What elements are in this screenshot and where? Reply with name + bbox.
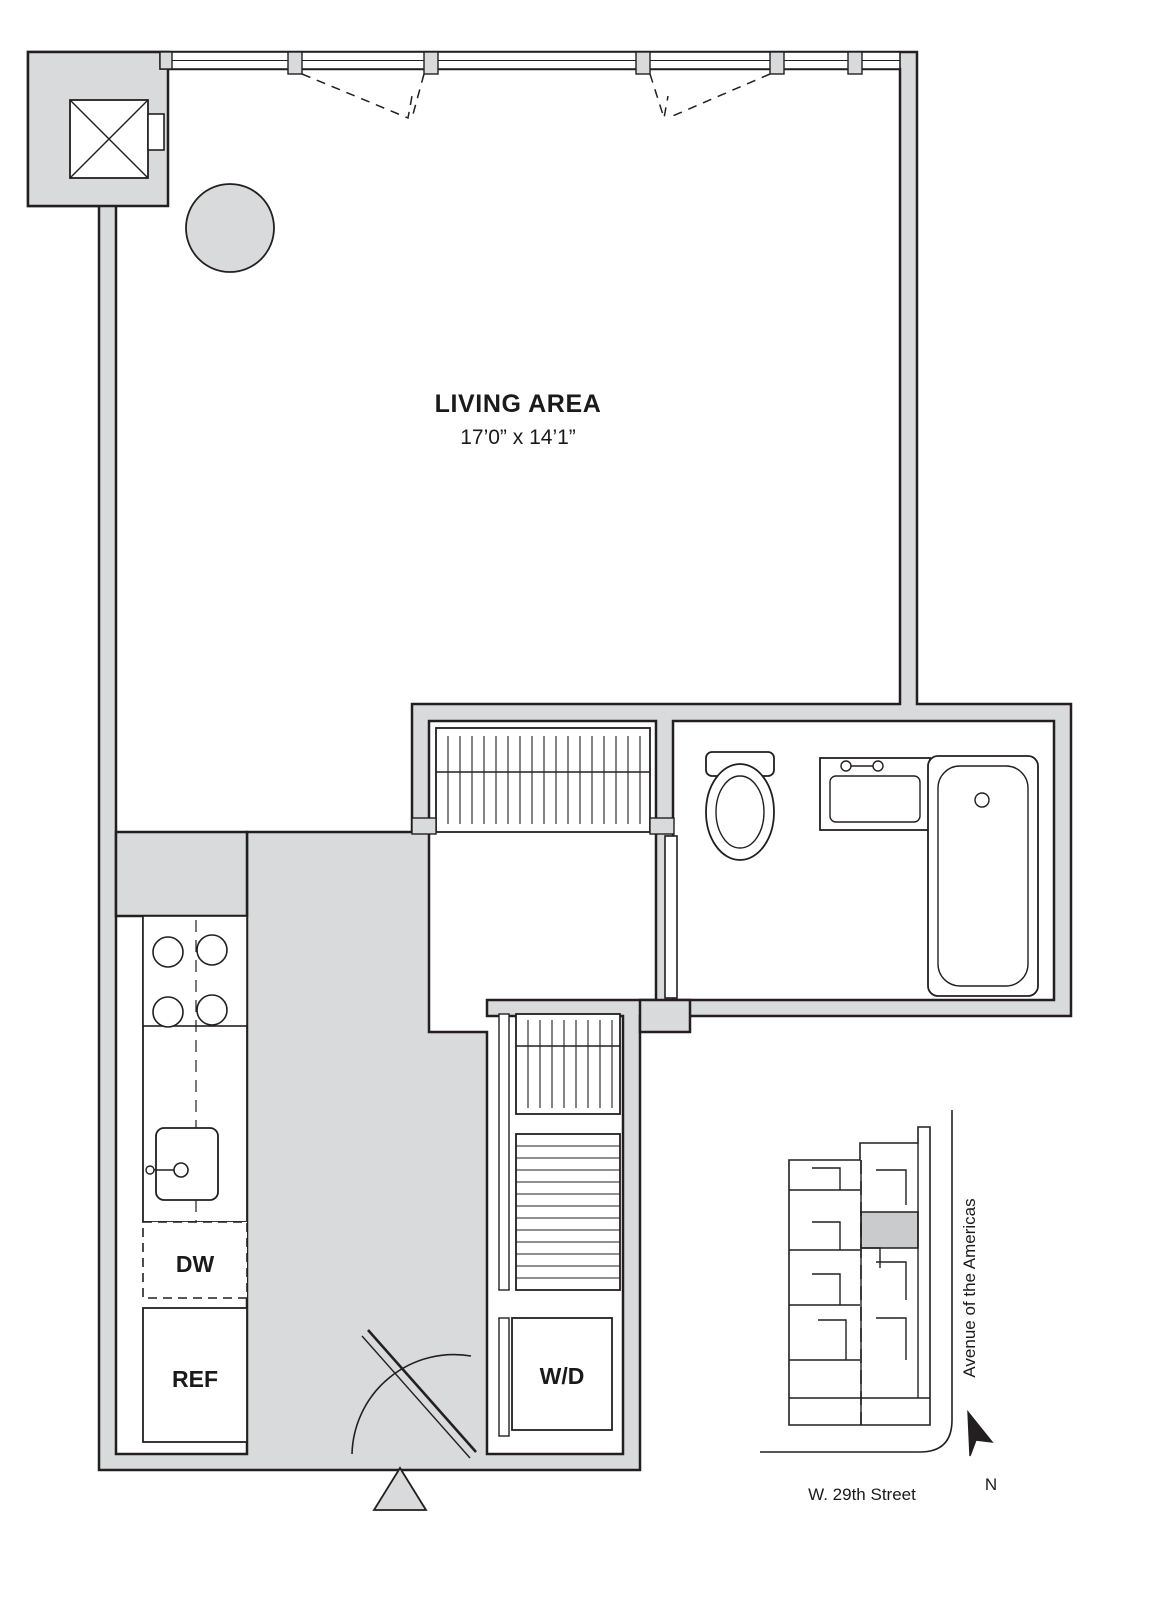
- closet-upper: [412, 728, 674, 834]
- dishwasher-label: DW: [175, 1251, 215, 1277]
- burner-icon: [153, 937, 183, 967]
- round-table: [186, 184, 274, 272]
- toilet: [706, 752, 774, 860]
- shelving-unit: [516, 1134, 620, 1290]
- burner-icon: [197, 935, 227, 965]
- compass-north-label: N: [984, 1475, 998, 1494]
- washer-dryer-label: W/D: [539, 1363, 585, 1389]
- bathroom-fixtures: [665, 752, 1038, 998]
- refrigerator-label: REF: [172, 1366, 218, 1392]
- living-area-title: LIVING AREA: [434, 390, 602, 418]
- window-wall: [160, 52, 900, 118]
- closet-lower: [499, 1014, 620, 1436]
- street-label: W. 29th Street: [808, 1485, 916, 1504]
- kitchen-sink: [156, 1128, 218, 1200]
- key-plan-highlight-unit: [861, 1212, 918, 1248]
- kitchen-wall-nib: [116, 832, 247, 916]
- key-plan: [789, 1127, 930, 1425]
- compass-icon: [968, 1412, 997, 1494]
- burner-icon: [153, 997, 183, 1027]
- bathtub: [928, 756, 1038, 996]
- corridor-wall-block: [640, 1000, 690, 1032]
- bathroom-door: [665, 836, 677, 998]
- kitchen-fixtures: [143, 916, 247, 1442]
- entry-marker: [374, 1468, 426, 1510]
- avenue-label: Avenue of the Americas: [960, 1198, 979, 1378]
- burner-icon: [197, 995, 227, 1025]
- bathroom-sink: [820, 758, 930, 830]
- living-area-dimensions: 17’0” x 14’1”: [460, 426, 576, 449]
